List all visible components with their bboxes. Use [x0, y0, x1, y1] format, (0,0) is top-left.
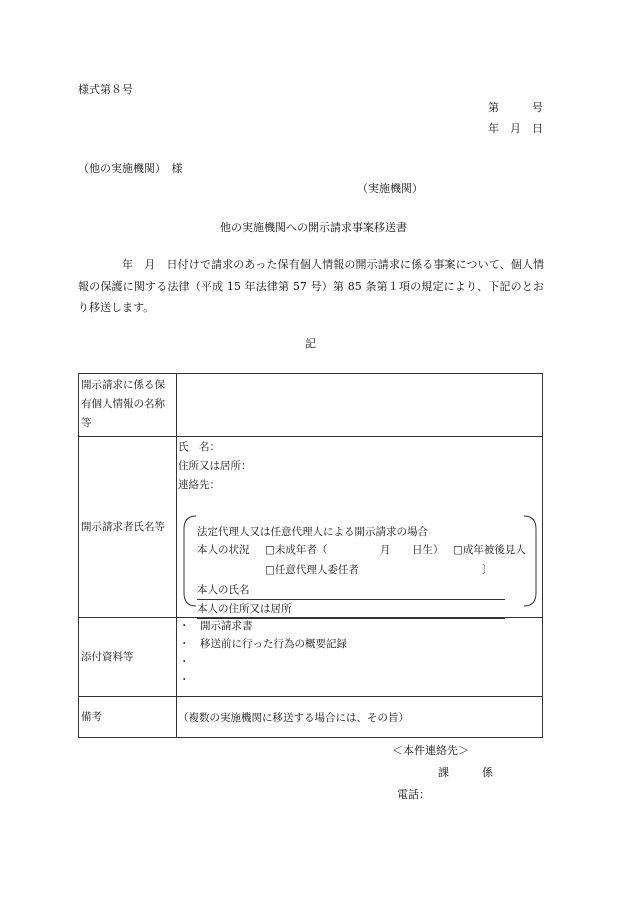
contact-label: 連絡先：: [178, 479, 220, 491]
table-row: [79, 697, 543, 738]
requester-label: 開示請求者氏名等: [79, 437, 177, 618]
principal-name-label: 本人の氏名: [197, 584, 250, 596]
minor-option: □未成年者（: [265, 544, 328, 556]
address-label: 住所又は居所：: [178, 460, 252, 472]
attachment-item: ・ 移送前に行った行為の概要記録: [179, 638, 347, 650]
day-label: 日生）: [412, 544, 444, 556]
contact-section: 課 係: [438, 766, 493, 779]
remarks-value: （複数の実施機関に移送する場合には、その旨）: [177, 697, 543, 738]
attachment-item: ・: [179, 656, 190, 668]
sender: （実施機関）: [357, 182, 423, 195]
contact-phone: 電話：: [397, 788, 430, 801]
form-number: 様式第８号: [78, 83, 133, 96]
status-label: 本人の状況: [197, 544, 250, 556]
name-label: 氏 名：: [178, 441, 220, 453]
contact-heading: ＜本件連絡先＞: [392, 744, 469, 757]
attachments-list: [177, 618, 543, 697]
requester-details: [177, 437, 543, 618]
transfer-table: [78, 373, 543, 738]
attachment-item: ・: [179, 674, 190, 686]
info-name-value: [177, 374, 543, 437]
body-text: 年 月 日付けで請求のあった保有個人情報の開示請求に係る事案について、個人情報の保護に関する法律（平成 15 年法律第 57 号）第 85 条第１項の規定により、下記のとおり移送します。: [78, 258, 544, 314]
info-name-label: 開示請求に係る保有個人情報の名称等: [79, 374, 177, 437]
table-row: [79, 374, 543, 437]
attachments-label: 添付資料等: [79, 618, 177, 697]
voluntary-proxy-option: □任意代理人委任者: [265, 564, 359, 576]
adult-guardian-option: □成年被後見人: [453, 544, 526, 556]
document-date: 年 月 日: [488, 122, 543, 135]
close-bracket: 〕: [482, 564, 493, 576]
month-label: 月: [380, 544, 391, 556]
attachment-item: ・ 開示請求書: [179, 620, 253, 632]
document-title: 他の実施機関への開示請求事案移送書: [220, 221, 407, 234]
remarks-label: 備考: [79, 697, 177, 738]
addressee: （他の実施機関） 様: [78, 162, 183, 175]
proxy-heading: 法定代理人又は任意代理人による開示請求の場合: [197, 526, 428, 538]
document-number: 第 号: [488, 101, 543, 114]
ki-label: 記: [305, 337, 316, 350]
table-row: [79, 437, 543, 618]
principal-address-label: 本人の住所又は居所: [197, 603, 292, 615]
table-row: [79, 618, 543, 697]
principal-name-line: [197, 599, 505, 600]
